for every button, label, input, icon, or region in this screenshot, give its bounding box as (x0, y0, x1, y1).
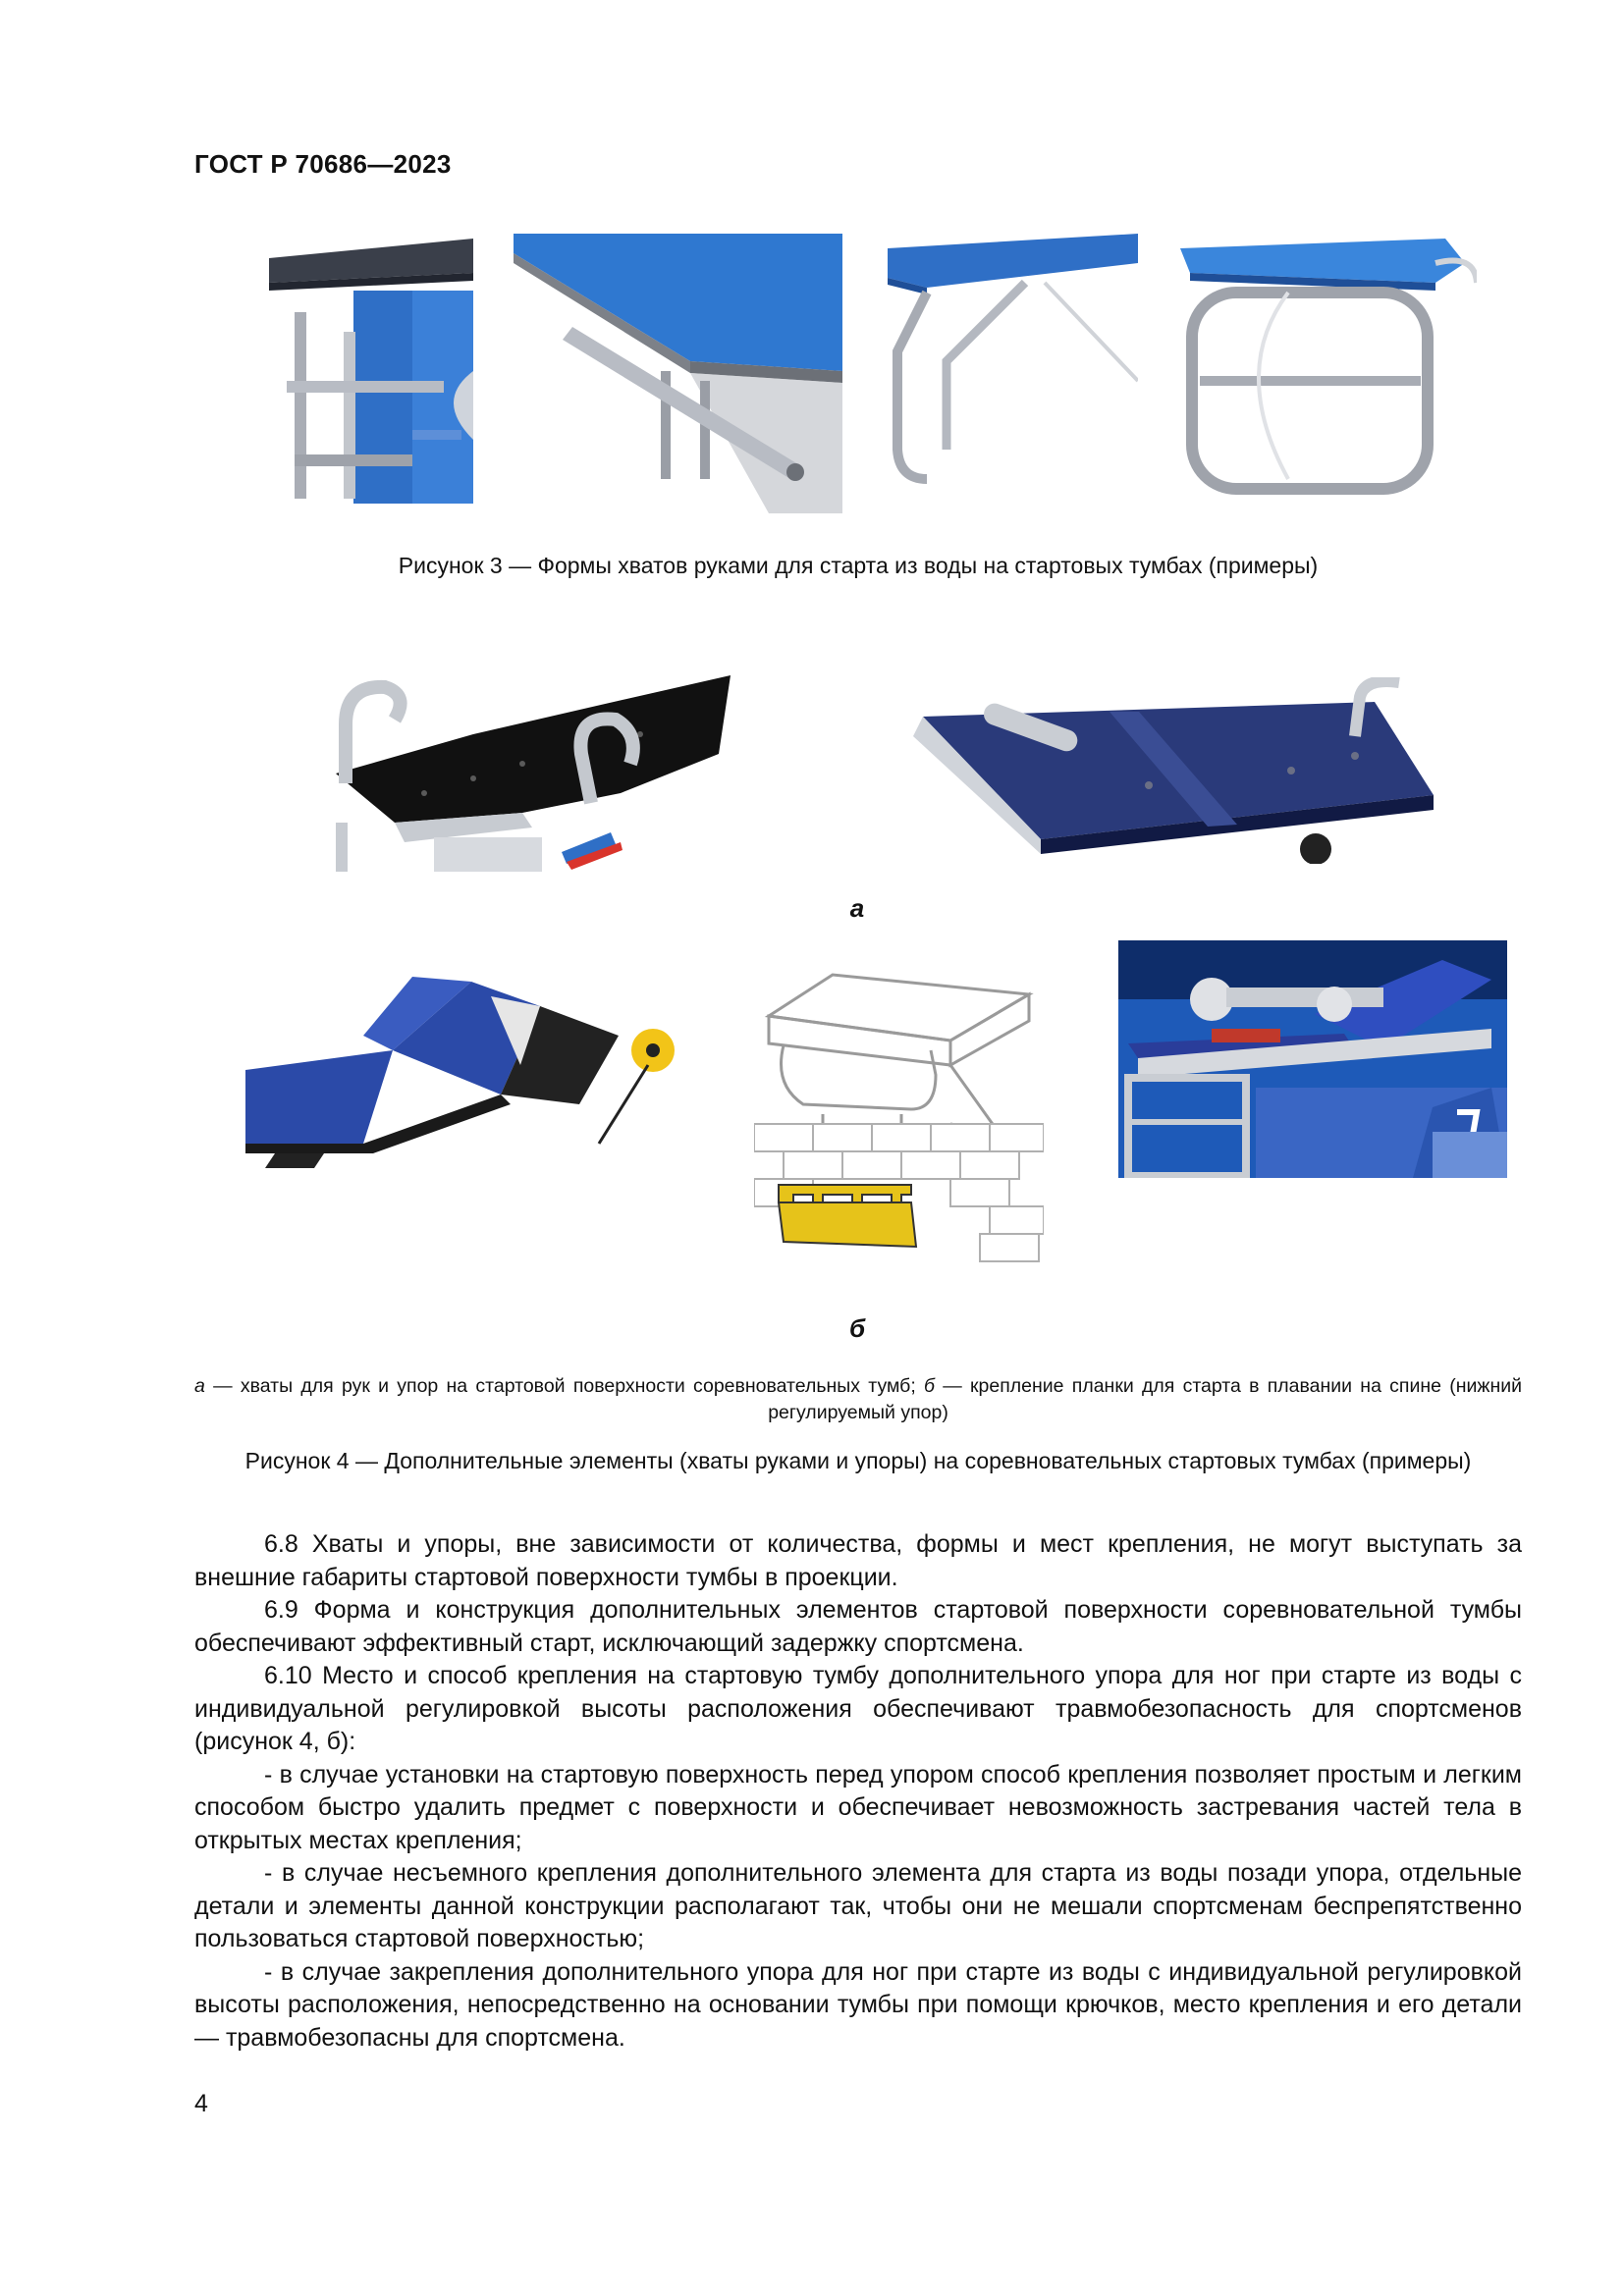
fig4a-photo-2 (893, 677, 1478, 864)
fig4b-photo-3 (1118, 940, 1507, 1178)
list-item-2: - в случае несъемного крепления дополнительного элемента для старта из воды позади упора, отдельные детали и элементы данной конструкции располагают так, чтобы они не мешали спортсменам беспрепятственно пользоваться стартовой поверхностью; (194, 1859, 1522, 1952)
fig3-photo-2 (514, 234, 842, 513)
fig4b-photo-2 (754, 967, 1044, 1291)
fig3-photo-4 (1170, 234, 1477, 501)
figure-4a-label: а (849, 893, 865, 923)
figure-4-legend (194, 1373, 1522, 1426)
document-code: ГОСТ Р 70686—2023 (194, 149, 452, 179)
legend-text-b: — крепление планки для старта в плавании на спине (нижний регулируемый упор) (768, 1375, 1523, 1423)
fig4b-photo-1 (245, 957, 682, 1168)
list-item-3: - в случае закрепления дополнительного упора для ног при старте из воды с индивидуальной регулировкой высоты расположения, непосредственно на основании тумбы при помощи крючков, место крепления и его детали — травмобезопасны для спортсмена. (194, 1957, 1522, 2052)
figure-4b-label: б (848, 1313, 866, 1343)
legend-key-a: а (194, 1375, 205, 1397)
legend-key-b: б (924, 1375, 935, 1397)
body-text (194, 1528, 1522, 2055)
page-number: 4 (194, 2090, 208, 2117)
figure-3-caption: Рисунок 3 — Формы хватов руками для старта из воды на стартовых тумбах (примеры) (398, 553, 1319, 578)
figure-4-caption: Рисунок 4 — Дополнительные элементы (хваты руками и упоры) на соревновательных стартовых тумбах (примеры) (244, 1448, 1472, 1473)
paragraph-6-9: 6.9 Форма и конструкция дополнительных элементов стартовой поверхности соревновательной тумбы обеспечивают эффективный старт, исключающий задержку спортсмена. (194, 1596, 1522, 1657)
paragraph-6-10: 6.10 Место и способ крепления на стартовую тумбу дополнительного упора для ног при старте из воды с индивидуальной регулировкой высоты расположения обеспечивают травмобезопасность для спортсменов (рисунок 4, б): (194, 1662, 1522, 1755)
paragraph-6-8: 6.8 Хваты и упоры, вне зависимости от количества, формы и мест крепления, не могут выступать за внешние габариты стартовой поверхности тумбы в проекции. (194, 1530, 1522, 1591)
fig4a-photo-1 (326, 666, 731, 872)
fig3-photo-1 (265, 234, 473, 504)
list-item-1: - в случае установки на стартовую поверхность перед упором способ крепления позволяет простым и легким способом быстро удалить предмет с поверхности и обеспечивает невозможность застревания частей тела в открытых местах крепления; (194, 1760, 1522, 1854)
legend-text-a: — хваты для рук и упор на стартовой поверхности соревновательных тумб; (204, 1375, 925, 1397)
fig3-photo-3 (888, 234, 1138, 494)
